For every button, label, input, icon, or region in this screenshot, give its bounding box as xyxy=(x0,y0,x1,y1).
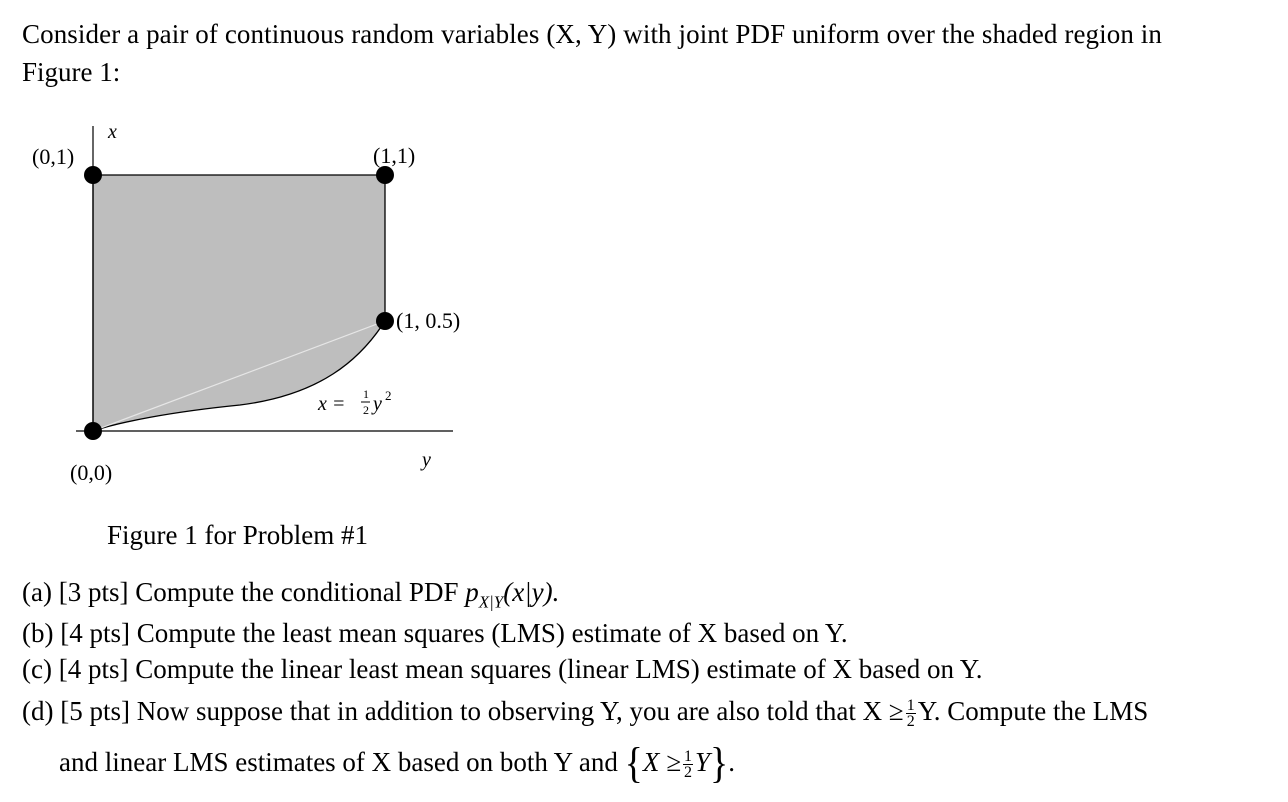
set-brace-close: } xyxy=(709,738,729,788)
part-a-math: p xyxy=(465,577,479,607)
set-brace-open: { xyxy=(624,738,643,788)
label-0-0: (0,0) xyxy=(70,460,113,485)
part-a-math-sub: X|Y xyxy=(478,592,504,612)
point-0-1 xyxy=(84,166,102,184)
axis-x-label: x xyxy=(108,121,117,143)
part-d-fraction xyxy=(906,698,916,729)
axis-y-label: y xyxy=(422,449,431,471)
curve-label-rhs: y xyxy=(373,393,382,415)
part-d-label: (d) xyxy=(22,696,54,726)
part-b-text: Compute the least mean squares (LMS) estimate of X based on Y. xyxy=(136,618,848,648)
curve-label xyxy=(317,387,392,417)
part-c-label: (c) xyxy=(22,654,52,684)
set-rhs: Y xyxy=(694,747,710,777)
part-d-end: . xyxy=(728,747,735,777)
part-a-label: (a) xyxy=(22,577,52,607)
label-0-1: (0,1) xyxy=(32,144,75,169)
part-d-line-1 xyxy=(22,694,1148,729)
part-a-text: Compute the conditional PDF xyxy=(135,577,459,607)
part-d-pts: [5 pts] xyxy=(60,696,130,726)
label-1-0.5: (1, 0.5) xyxy=(396,308,461,333)
set-frac-num: 1 xyxy=(683,748,692,766)
label-1-1: (1,1) xyxy=(373,143,416,168)
part-c xyxy=(22,652,983,686)
curve-frac-den: 2 xyxy=(363,403,369,417)
set-fraction xyxy=(683,749,693,780)
part-b-label: (b) xyxy=(22,618,54,648)
part-d-text-1-end: Y. Compute the LMS xyxy=(917,696,1149,726)
set-lhs: X ≥ xyxy=(642,747,681,777)
intro-line-1: Consider a pair of continuous random variables (X, Y) with joint PDF uniform over the shaded region in xyxy=(22,19,1162,49)
part-a-pts: [3 pts] xyxy=(58,577,129,607)
part-c-text: Compute the linear least mean squares (linear LMS) estimate of X based on Y. xyxy=(135,654,983,684)
part-a-math-arg: (x|y). xyxy=(503,577,560,607)
curve-exp: 2 xyxy=(385,388,392,403)
point-1-0.5 xyxy=(376,312,394,330)
part-c-pts: [4 pts] xyxy=(58,654,129,684)
curve-label-lhs: x = xyxy=(318,393,346,415)
part-d-frac-num: 1 xyxy=(906,697,915,715)
set-frac-den: 2 xyxy=(683,764,692,782)
point-0-0 xyxy=(84,422,102,440)
part-d-text-2: and linear LMS estimates of X based on both Y and xyxy=(59,747,618,777)
part-b xyxy=(22,616,848,650)
part-d-text-1: Now suppose that in addition to observing Y, you are also told that X ≥ xyxy=(136,696,904,726)
figure-caption: Figure 1 for Problem #1 xyxy=(107,520,368,550)
intro-line-2: Figure 1: xyxy=(22,57,121,87)
part-a xyxy=(22,575,559,619)
part-d-frac-den: 2 xyxy=(906,713,915,731)
point-1-1 xyxy=(376,166,394,184)
part-b-pts: [4 pts] xyxy=(60,618,130,648)
part-d-line-2 xyxy=(59,738,735,788)
curve-frac-num: 1 xyxy=(363,387,369,401)
